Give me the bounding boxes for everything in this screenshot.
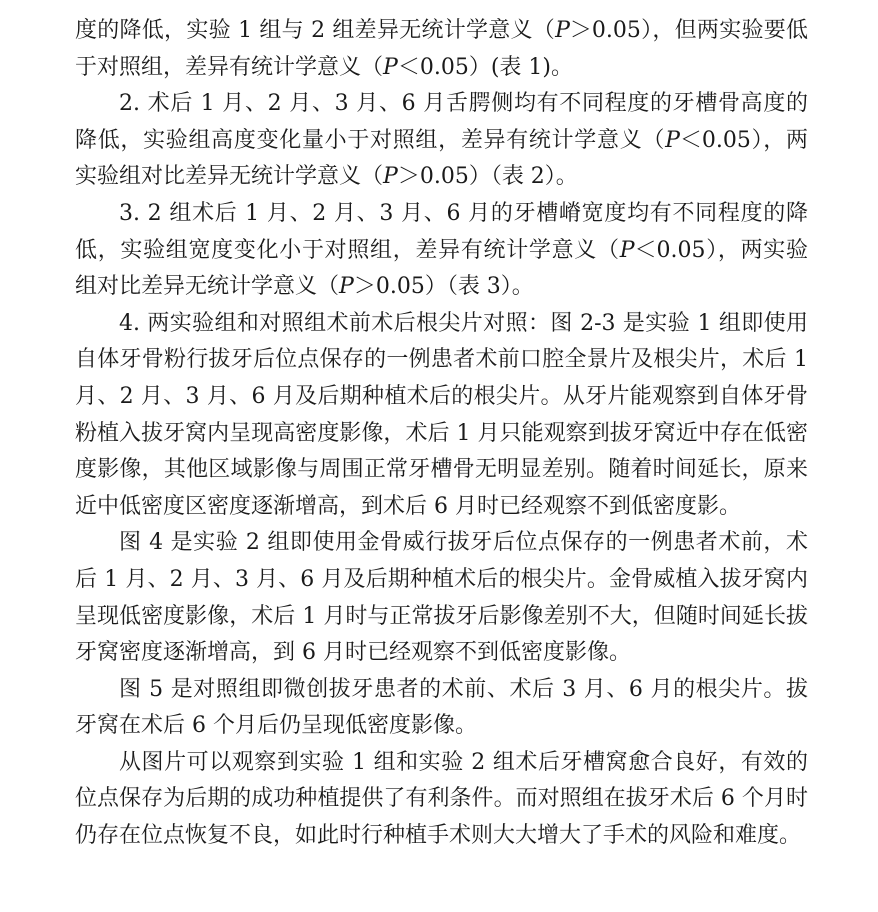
paragraph-result-2 [75,86,808,196]
text-segment: 4. 两实验组和对照组术前术后根尖片对照：图 2-3 是实验 1 组即使用自体牙骨粉行拔牙后位点保存的一例患者术前口腔全景片及根尖片，术后 1 月、2 月、3 月、6 月及后期种植术后的根尖片。从牙片能观察到自体牙骨粉植入拔牙窝内呈现高密度影像，术后 1 月只能观察到拔牙窝近中存在低密度影像，其他区域影像与周围正常牙槽骨无明显差别。随着时间延长，原来近中低密度区密度逐渐增高，到术后 6 月时已经观察不到低密度影。 [75,310,808,519]
text-segment: ＞0.05）（表 3）。 [353,274,534,300]
text-segment: 图 5 是对照组即微创拔牙患者的术前、术后 3 月、6 月的根尖片。拔牙窝在术后 6 个月后仍呈现低密度影像。 [75,676,808,739]
text-segment: ＞0.05）（表 2）。 [397,164,578,190]
text-segment: ＜0.05）(表 1)。 [397,54,573,80]
p-value-symbol: P [619,237,635,263]
paragraph-figure-5 [75,672,808,745]
paragraph-result-4 [75,306,808,526]
p-value-symbol: P [665,127,680,153]
text-segment: 图 4 是实验 2 组即使用金骨威行拔牙后位点保存的一例患者术前，术后 1 月、2 月、3 月、6 月及后期种植术后的根尖片。金骨威植入拔牙窝内呈现低密度影像，术后 1 月时与正常拔牙后影像差别不大，但随时间延长拔牙窝密度逐渐增高，到 6 月时已经观察不到低密度影像。 [75,530,808,666]
p-value-symbol: P [383,164,398,190]
paragraph-conclusion [75,745,808,855]
text-segment: 2. 术后 1 月、2 月、3 月、6 月舌腭侧均有不同程度的牙槽骨高度的降低，实验组高度变化量小于对照组，差异有统计学意义（ [75,91,808,153]
p-value-symbol: P [555,18,570,43]
text-segment: 从图片可以观察到实验 1 组和实验 2 组术后牙槽窝愈合良好，有效的位点保存为后期的成功种植提供了有利条件。而对照组在拔牙术后 6 个月时仍存在位点恢复不良，如此时行种植手术则大大增大了手术的风险和难度。 [75,749,808,849]
text-segment: 度的降低，实验 1 组与 2 组差异无统计学意义（ [75,18,556,43]
p-value-symbol: P [339,274,354,300]
paragraph-result-3 [75,196,808,306]
paragraph-continuation [75,13,808,86]
p-value-symbol: P [383,54,398,80]
text-segment: ＜0.05），两实验组对比差异无统计学意义（ [75,127,808,190]
text-segment: ＞0.05），但两实验要低于对照组，差异有统计学意义（ [75,18,808,80]
paragraph-figure-4 [75,525,808,671]
text-segment: 3. 2 组术后 1 月、2 月、3 月、6 月的牙槽嵴宽度均有不同程度的降低，实验组宽度变化小于对照组，差异有统计学意义（ [75,200,808,263]
text-segment: ＜0.05），两实验组对比差异无统计学意义（ [75,237,808,300]
